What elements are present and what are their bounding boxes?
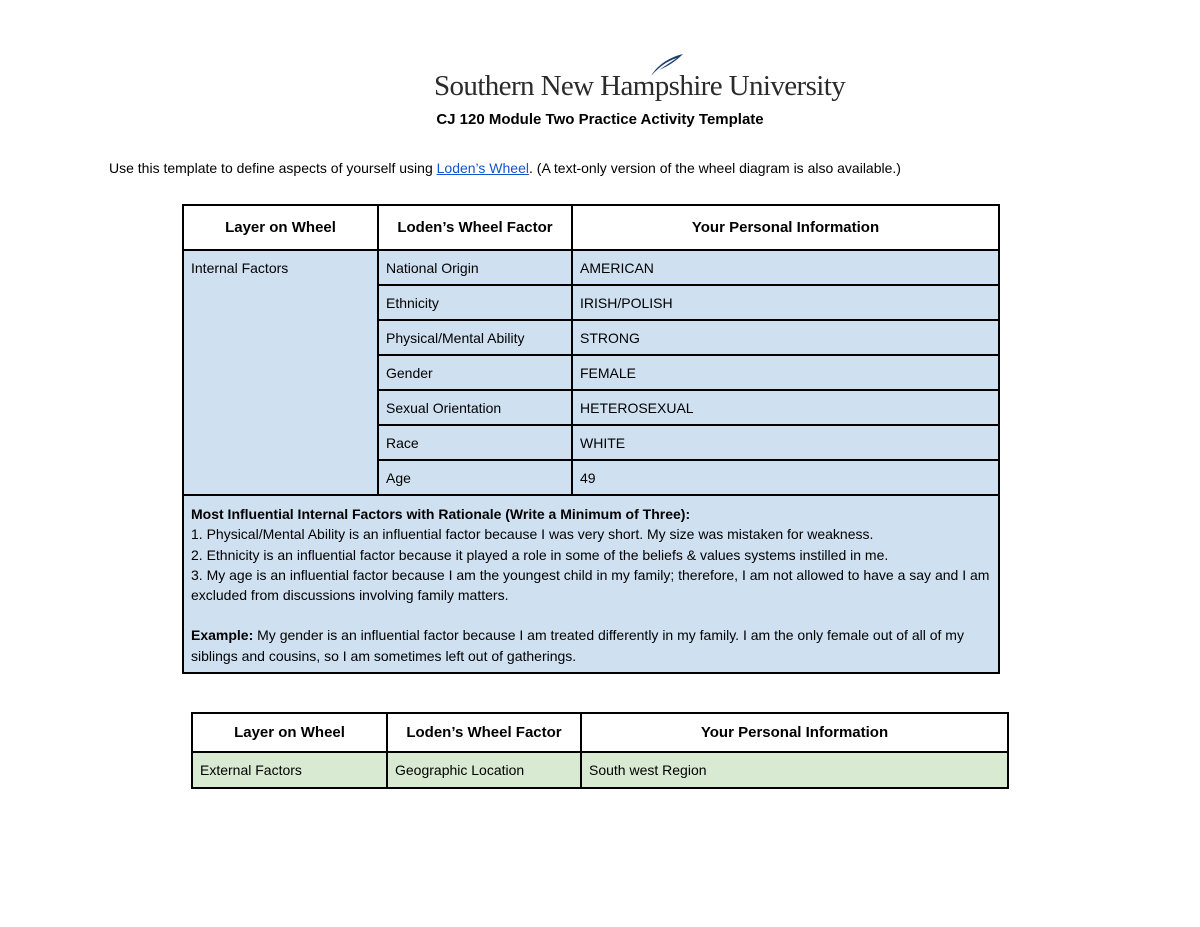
info-cell[interactable]: HETEROSEXUAL [572,390,999,425]
feather-icon [647,52,687,78]
intro-before: Use this template to define aspects of yourself using [109,160,437,176]
rationale-item: 2. Ethnicity is an influential factor because it played a role in some of the beliefs & values systems instilled in me. [191,546,889,563]
header-info: Your Personal Information [581,713,1008,752]
university-logo [434,52,846,106]
layer-cell: External Factors [192,752,387,788]
factor-cell: Geographic Location [387,752,581,788]
header-factor: Loden’s Wheel Factor [387,713,581,752]
info-cell[interactable]: FEMALE [572,355,999,390]
info-cell[interactable]: South west Region [581,752,1008,788]
rationale-item: 1. Physical/Mental Ability is an influential factor because I was very short. My size was mistaken for weakness. [191,526,874,543]
info-cell[interactable]: STRONG [572,320,999,355]
intro-after: . (A text-only version of the wheel diagram is also available.) [529,160,901,176]
factor-cell: Physical/Mental Ability [378,320,572,355]
factor-cell: Gender [378,355,572,390]
header-info: Your Personal Information [572,205,999,250]
rationale-cell[interactable] [183,495,999,673]
table-row [183,250,999,285]
header-layer: Layer on Wheel [192,713,387,752]
info-cell[interactable]: WHITE [572,425,999,460]
factor-cell: Sexual Orientation [378,390,572,425]
factor-cell: Age [378,460,572,495]
rationale-item: 3. My age is an influential factor because I am the youngest child in my family; therefore, I am not allowed to have a say and I am excluded from discussions involving family matters. [191,566,990,604]
lodens-wheel-link[interactable]: Loden’s Wheel [436,160,529,176]
rationale-heading: Most Influential Internal Factors with Rationale (Write a Minimum of Three): [191,506,691,522]
header-layer: Layer on Wheel [183,205,378,250]
info-cell[interactable]: IRISH/POLISH [572,285,999,320]
table-header-row [183,205,999,250]
header-factor: Loden’s Wheel Factor [378,205,572,250]
notes-row [183,495,999,673]
example-text: My gender is an influential factor because I am treated differently in my family. I am the only female out of all of my siblings and cousins, so I am sometimes left out of gatherings. [191,627,964,664]
external-factors-table [191,712,1009,789]
info-cell[interactable]: AMERICAN [572,250,999,285]
intro-text [109,160,901,176]
example-label: Example: [191,627,254,644]
factor-cell: Race [378,425,572,460]
factor-cell: National Origin [378,250,572,285]
example-paragraph [191,625,991,666]
factor-cell: Ethnicity [378,285,572,320]
table-row [192,752,1008,788]
logo-wordmark: Southern New Hampshire University [434,70,846,102]
document-title: CJ 120 Module Two Practice Activity Template [436,111,764,128]
table-header-row [192,713,1008,752]
info-cell[interactable]: 49 [572,460,999,495]
layer-cell: Internal Factors [183,250,378,495]
internal-factors-table [182,204,1000,674]
